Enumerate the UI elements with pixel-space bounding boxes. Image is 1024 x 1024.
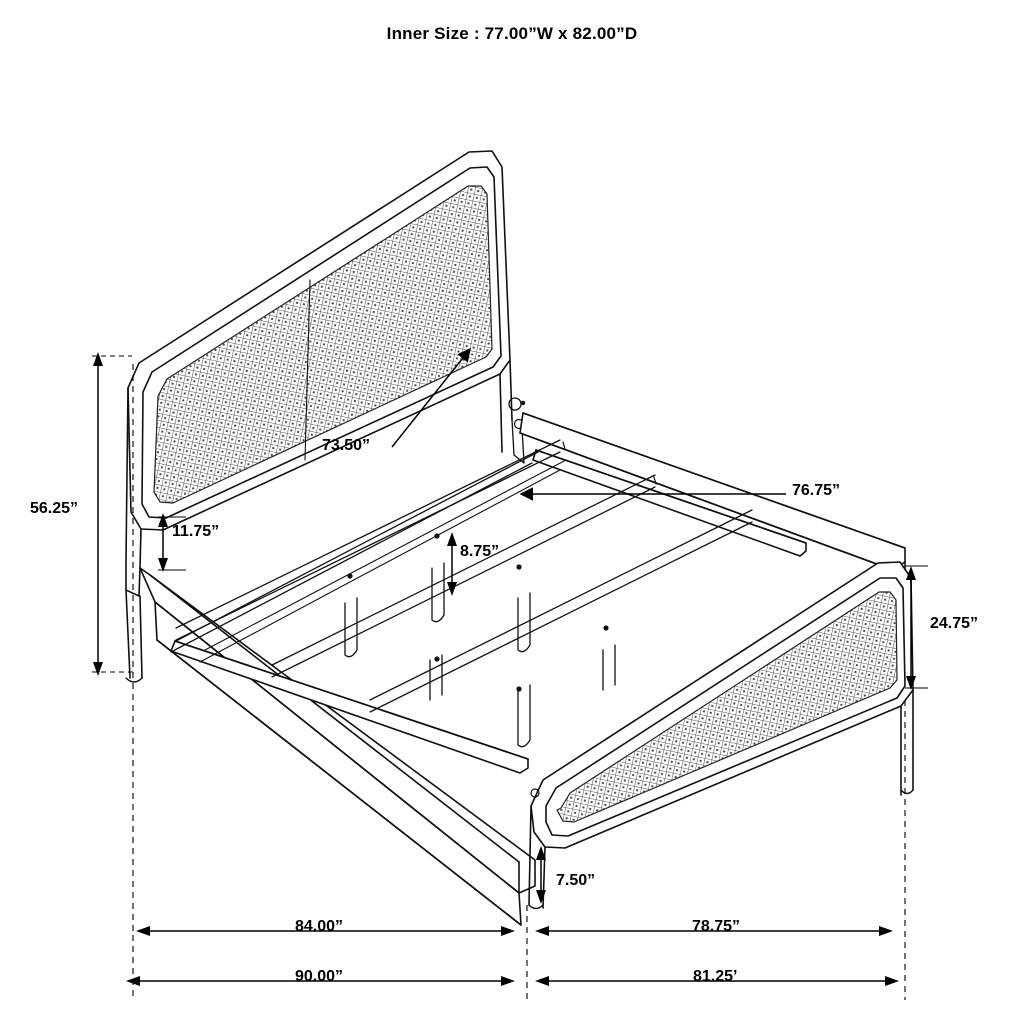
dim-label-footboard-height: 24.75” [930, 615, 979, 632]
dim-label-overall-length-right: 81.25’ [693, 968, 738, 985]
dim-label-side-length-lower: 78.75” [692, 918, 741, 935]
dim-label-overall-length-left: 90.00” [295, 968, 344, 985]
dim-label-overall-height: 56.25” [30, 500, 79, 517]
dim-label-inner-width: 76.75” [792, 482, 841, 499]
dim-label-headboard-panel-width: 73.50” [322, 437, 371, 454]
page-title: Inner Size : 77.00”W x 82.00”D [386, 24, 638, 43]
dim-label-rail-clearance: 11.75” [172, 523, 220, 540]
dim-label-side-length-upper: 84.00” [295, 918, 344, 935]
dim-label-footboard-clearance: 7.50” [556, 872, 596, 889]
dim-label-slat-height: 8.75” [460, 543, 500, 560]
